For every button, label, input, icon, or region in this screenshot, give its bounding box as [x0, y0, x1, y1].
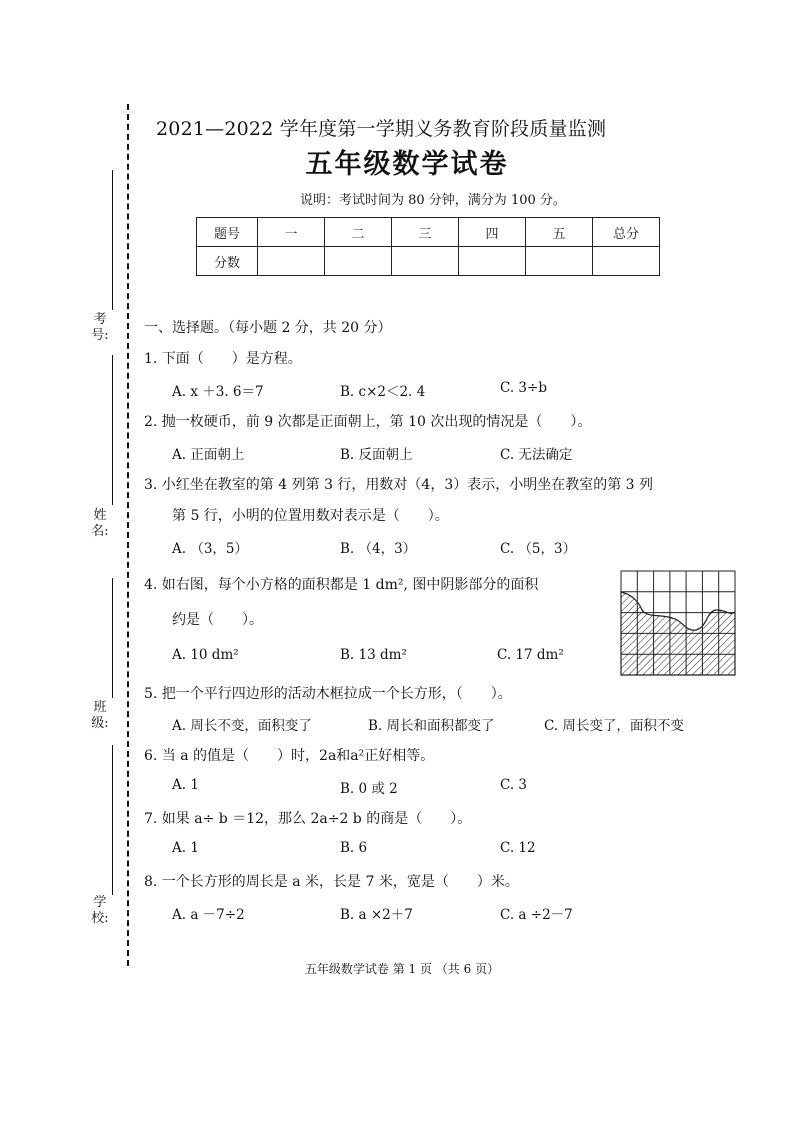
question-1-option-a: A. x ＋3. 6＝7 — [172, 384, 264, 400]
score-cell: 一 — [258, 218, 325, 247]
question-2: 2. 抛一枚硬币，前 9 次都是正面朝上，第 10 次出现的情况是（ ）。 — [144, 414, 592, 430]
exam-title: 2021—2022 学年度第一学期义务教育阶段质量监测 — [156, 118, 607, 140]
question-5-option-a: A. 周长不变，面积变了 — [172, 718, 312, 734]
question-5: 5. 把一个平行四边形的活动木框拉成一个长方形，（ ）。 — [144, 686, 512, 702]
score-cell: 四 — [459, 218, 526, 247]
question-3-option-b: B. （4，3） — [340, 541, 417, 557]
question-4-option-c: C. 17 dm² — [497, 647, 564, 663]
paper-title: 五年级数学试卷 — [305, 149, 509, 180]
question-6: 6. 当 a 的值是（ ）时，2a和a²正好相等。 — [144, 748, 435, 764]
question-2-option-a: A. 正面朝上 — [172, 447, 245, 463]
question-5-option-c: C. 周长变了，面积不变 — [544, 718, 684, 734]
question-1: 1. 下面（ ）是方程。 — [144, 351, 302, 367]
question-8-option-b: B. a ×2＋7 — [340, 907, 413, 923]
score-cell: 三 — [392, 218, 459, 247]
question-4-line-2: 约是（ ）。 — [172, 612, 263, 628]
question-5-option-b: B. 周长和面积都变了 — [368, 718, 495, 734]
score-input-cell — [392, 247, 459, 276]
question-8: 8. 一个长方形的周长是 a 米，长是 7 米，宽是（ ）米。 — [144, 874, 519, 890]
score-cell: 分数 — [197, 247, 258, 276]
question-7-option-b: B. 6 — [340, 840, 368, 856]
page-footer: 五年级数学试卷 第 1 页 （共 6 页） — [304, 962, 500, 976]
score-input-cell — [325, 247, 392, 276]
question-6-option-b: B. 0 或 2 — [340, 781, 398, 797]
score-cell: 题号 — [197, 218, 258, 247]
exam-no-label: 考号: — [91, 312, 109, 343]
score-input-cell — [593, 247, 660, 276]
score-input-cell — [258, 247, 325, 276]
question-4: 4. 如右图，每个小方格的面积都是 1 dm², 图中阴影部分的面积 — [144, 577, 539, 593]
score-table — [196, 217, 660, 276]
question-2-option-c: C. 无法确定 — [500, 447, 573, 463]
school-label: 学校: — [91, 895, 109, 926]
school-line — [112, 745, 113, 895]
question-7: 7. 如果 a÷ b ＝12，那么 2a÷2 b 的商是（ ）。 — [144, 811, 472, 827]
shaded-grid-figure — [620, 570, 736, 676]
section-heading: 一、选择题。（每小题 2 分，共 20 分） — [144, 320, 392, 336]
score-cell: 二 — [325, 218, 392, 247]
class-line — [112, 578, 113, 698]
score-table-score-row — [197, 247, 660, 276]
question-3: 3. 小红坐在教室的第 4 列第 3 行，用数对（4，3）表示，小明坐在教室的第 3 列 — [144, 477, 654, 493]
class-label: 班级: — [91, 700, 109, 731]
question-7-option-a: A. 1 — [172, 840, 199, 856]
question-6-option-a: A. 1 — [172, 777, 199, 793]
score-cell: 总分 — [593, 218, 660, 247]
score-cell: 五 — [526, 218, 593, 247]
question-3-line-2: 第 5 行，小明的位置用数对表示是（ ）。 — [172, 508, 449, 524]
question-8-option-a: A. a －7÷2 — [172, 907, 245, 923]
question-1-option-c: C. 3÷b — [500, 380, 547, 396]
question-8-option-c: C. a ÷2－7 — [500, 907, 573, 923]
question-4-option-b: B. 13 dm² — [340, 647, 407, 663]
name-label: 姓名: — [91, 508, 109, 539]
exam-no-line — [112, 170, 113, 310]
binding-dashed-line — [127, 104, 129, 966]
score-input-cell — [459, 247, 526, 276]
score-table-header-row — [197, 218, 660, 247]
question-1-option-b: B. c×2＜2. 4 — [340, 384, 426, 400]
exam-note: 说明：考试时间为 80 分钟，满分为 100 分。 — [300, 193, 566, 208]
question-3-option-c: C. （5，3） — [500, 541, 577, 557]
name-line — [112, 355, 113, 505]
question-2-option-b: B. 反面朝上 — [340, 447, 413, 463]
question-7-option-c: C. 12 — [500, 840, 536, 856]
question-6-option-c: C. 3 — [500, 777, 528, 793]
score-input-cell — [526, 247, 593, 276]
question-3-option-a: A. （3，5） — [172, 541, 249, 557]
question-4-option-a: A. 10 dm² — [172, 647, 239, 663]
